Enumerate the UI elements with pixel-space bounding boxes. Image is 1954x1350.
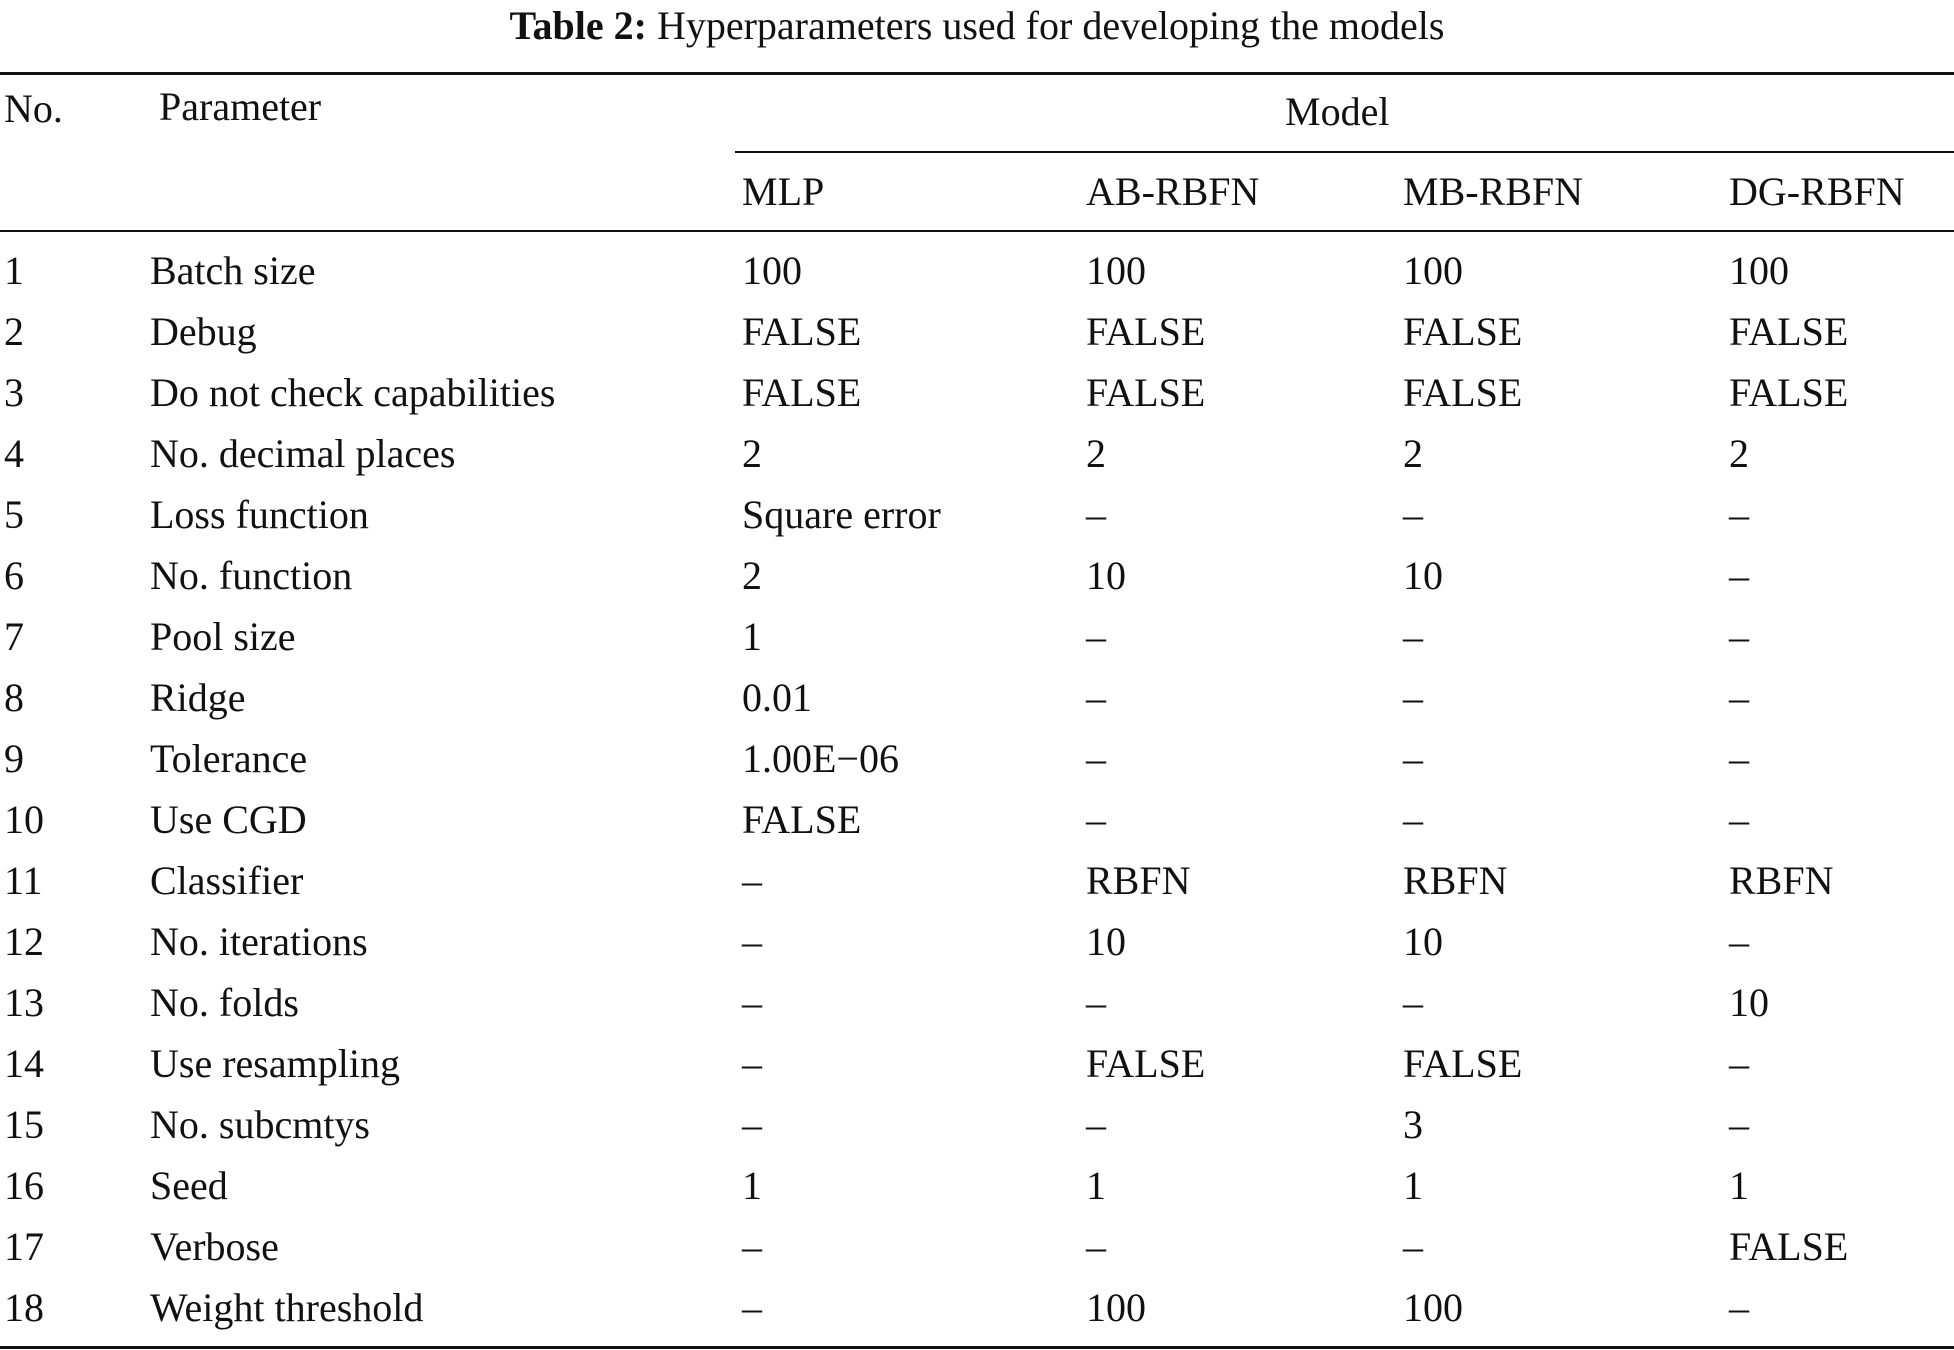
table-row bbox=[0, 1216, 1954, 1277]
cell-no: 9 bbox=[4, 736, 24, 781]
cell-mlp: – bbox=[742, 1285, 762, 1330]
cell-parameter: Use CGD bbox=[150, 797, 307, 842]
cell-mb-rbfn: – bbox=[1403, 797, 1423, 842]
table-row bbox=[0, 484, 1954, 545]
cell-mlp: 0.01 bbox=[742, 675, 812, 720]
cell-mb-rbfn: – bbox=[1403, 614, 1423, 659]
cell-ab-rbfn: – bbox=[1086, 736, 1106, 781]
cell-mlp: FALSE bbox=[742, 797, 862, 842]
cell-ab-rbfn: – bbox=[1086, 614, 1106, 659]
cell-ab-rbfn: 10 bbox=[1086, 553, 1126, 598]
cell-mb-rbfn: 1 bbox=[1403, 1163, 1423, 1208]
table-bottom-rule bbox=[0, 1346, 1954, 1349]
cell-mb-rbfn: 100 bbox=[1403, 248, 1463, 293]
cell-no: 14 bbox=[4, 1041, 44, 1086]
cell-parameter: Seed bbox=[150, 1163, 228, 1208]
cell-dg-rbfn: – bbox=[1729, 1041, 1749, 1086]
cell-ab-rbfn: RBFN bbox=[1086, 858, 1191, 903]
cell-mb-rbfn: FALSE bbox=[1403, 370, 1523, 415]
table-row bbox=[0, 545, 1954, 606]
cell-mb-rbfn: FALSE bbox=[1403, 309, 1523, 354]
cell-mb-rbfn: – bbox=[1403, 675, 1423, 720]
cell-mlp: 2 bbox=[742, 553, 762, 598]
cell-dg-rbfn: – bbox=[1729, 1102, 1749, 1147]
cell-mlp: – bbox=[742, 1224, 762, 1269]
table-row bbox=[0, 850, 1954, 911]
cell-mlp: – bbox=[742, 919, 762, 964]
cell-no: 3 bbox=[4, 370, 24, 415]
cell-mb-rbfn: 2 bbox=[1403, 431, 1423, 476]
cell-no: 13 bbox=[4, 980, 44, 1025]
cell-ab-rbfn: – bbox=[1086, 492, 1106, 537]
cell-dg-rbfn: FALSE bbox=[1729, 1224, 1849, 1269]
table-row bbox=[0, 911, 1954, 972]
cell-no: 2 bbox=[4, 309, 24, 354]
cell-no: 12 bbox=[4, 919, 44, 964]
table-caption-text: Hyperparameters used for developing the models bbox=[656, 3, 1445, 48]
header-model-group: Model bbox=[1285, 89, 1390, 134]
table-caption-label: Table 2: bbox=[509, 3, 647, 48]
cell-parameter: Classifier bbox=[150, 858, 304, 903]
header-model-dg-rbfn: DG-RBFN bbox=[1729, 169, 1905, 214]
cell-ab-rbfn: 10 bbox=[1086, 919, 1126, 964]
header-parameter: Parameter bbox=[159, 84, 322, 129]
table-row bbox=[0, 423, 1954, 484]
header-model-ab-rbfn: AB-RBFN bbox=[1086, 169, 1260, 214]
cell-parameter: Ridge bbox=[150, 675, 246, 720]
table-row bbox=[0, 1155, 1954, 1216]
cell-parameter: Tolerance bbox=[150, 736, 308, 781]
cell-dg-rbfn: RBFN bbox=[1729, 858, 1834, 903]
cell-mlp: 2 bbox=[742, 431, 762, 476]
cell-dg-rbfn: – bbox=[1729, 797, 1749, 842]
cell-parameter: Do not check capabilities bbox=[150, 370, 556, 415]
cell-dg-rbfn: – bbox=[1729, 736, 1749, 781]
cell-no: 7 bbox=[4, 614, 24, 659]
cell-dg-rbfn: 2 bbox=[1729, 431, 1749, 476]
cell-no: 17 bbox=[4, 1224, 44, 1269]
cell-ab-rbfn: 2 bbox=[1086, 431, 1106, 476]
cell-ab-rbfn: FALSE bbox=[1086, 1041, 1206, 1086]
table-row bbox=[0, 362, 1954, 423]
table-row bbox=[0, 972, 1954, 1033]
cell-mb-rbfn: 10 bbox=[1403, 553, 1443, 598]
cell-mb-rbfn: 100 bbox=[1403, 1285, 1463, 1330]
cell-dg-rbfn: – bbox=[1729, 614, 1749, 659]
cell-parameter: No. function bbox=[150, 553, 353, 598]
cell-no: 18 bbox=[4, 1285, 44, 1330]
cell-ab-rbfn: 1 bbox=[1086, 1163, 1106, 1208]
cell-dg-rbfn: FALSE bbox=[1729, 370, 1849, 415]
table-row bbox=[0, 667, 1954, 728]
cell-no: 16 bbox=[4, 1163, 44, 1208]
cell-mb-rbfn: – bbox=[1403, 736, 1423, 781]
cell-no: 11 bbox=[4, 858, 43, 903]
cell-mb-rbfn: – bbox=[1403, 1224, 1423, 1269]
cell-ab-rbfn: – bbox=[1086, 1224, 1106, 1269]
cell-dg-rbfn: FALSE bbox=[1729, 309, 1849, 354]
cell-parameter: Batch size bbox=[150, 248, 316, 293]
cell-mb-rbfn: 3 bbox=[1403, 1102, 1423, 1147]
cell-parameter: No. subcmtys bbox=[150, 1102, 370, 1147]
cell-parameter: Loss function bbox=[150, 492, 369, 537]
cell-no: 5 bbox=[4, 492, 24, 537]
cell-parameter: No. folds bbox=[150, 980, 299, 1025]
cell-ab-rbfn: 100 bbox=[1086, 248, 1146, 293]
cell-dg-rbfn: – bbox=[1729, 919, 1749, 964]
cell-parameter: No. iterations bbox=[150, 919, 368, 964]
cell-mlp: Square error bbox=[742, 492, 941, 537]
cell-mlp: 100 bbox=[742, 248, 802, 293]
cell-dg-rbfn: 100 bbox=[1729, 248, 1789, 293]
cell-ab-rbfn: FALSE bbox=[1086, 370, 1206, 415]
table-caption bbox=[0, 0, 1954, 52]
table-row bbox=[0, 1277, 1954, 1338]
cell-mlp: FALSE bbox=[742, 370, 862, 415]
cell-mb-rbfn: FALSE bbox=[1403, 1041, 1523, 1086]
table-row bbox=[0, 728, 1954, 789]
header-model-mlp: MLP bbox=[742, 169, 825, 214]
model-group-rule bbox=[735, 151, 1954, 153]
cell-parameter: Debug bbox=[150, 309, 257, 354]
cell-mb-rbfn: – bbox=[1403, 980, 1423, 1025]
cell-parameter: Verbose bbox=[150, 1224, 279, 1269]
cell-no: 10 bbox=[4, 797, 44, 842]
cell-parameter: Weight threshold bbox=[150, 1285, 424, 1330]
cell-parameter: Use resampling bbox=[150, 1041, 400, 1086]
cell-ab-rbfn: – bbox=[1086, 1102, 1106, 1147]
cell-mlp: – bbox=[742, 1102, 762, 1147]
cell-parameter: Pool size bbox=[150, 614, 296, 659]
cell-mlp: 1.00E−06 bbox=[742, 736, 899, 781]
table-row bbox=[0, 301, 1954, 362]
cell-mlp: – bbox=[742, 858, 762, 903]
cell-ab-rbfn: – bbox=[1086, 980, 1106, 1025]
cell-dg-rbfn: – bbox=[1729, 492, 1749, 537]
cell-mlp: – bbox=[742, 980, 762, 1025]
cell-ab-rbfn: FALSE bbox=[1086, 309, 1206, 354]
table-row bbox=[0, 1094, 1954, 1155]
cell-ab-rbfn: – bbox=[1086, 675, 1106, 720]
header-bottom-rule bbox=[0, 230, 1954, 232]
header-model-mb-rbfn: MB-RBFN bbox=[1403, 169, 1584, 214]
cell-no: 4 bbox=[4, 431, 24, 476]
cell-no: 6 bbox=[4, 553, 24, 598]
cell-dg-rbfn: – bbox=[1729, 553, 1749, 598]
table-row bbox=[0, 240, 1954, 301]
header-no: No. bbox=[4, 86, 63, 131]
cell-dg-rbfn: – bbox=[1729, 675, 1749, 720]
cell-ab-rbfn: 100 bbox=[1086, 1285, 1146, 1330]
cell-no: 8 bbox=[4, 675, 24, 720]
cell-dg-rbfn: 1 bbox=[1729, 1163, 1749, 1208]
cell-mb-rbfn: RBFN bbox=[1403, 858, 1508, 903]
cell-mlp: 1 bbox=[742, 614, 762, 659]
cell-mb-rbfn: 10 bbox=[1403, 919, 1443, 964]
cell-no: 1 bbox=[4, 248, 24, 293]
cell-ab-rbfn: – bbox=[1086, 797, 1106, 842]
table-row bbox=[0, 606, 1954, 667]
cell-mlp: 1 bbox=[742, 1163, 762, 1208]
cell-mlp: – bbox=[742, 1041, 762, 1086]
cell-parameter: No. decimal places bbox=[150, 431, 456, 476]
table-row bbox=[0, 1033, 1954, 1094]
cell-mb-rbfn: – bbox=[1403, 492, 1423, 537]
cell-dg-rbfn: – bbox=[1729, 1285, 1749, 1330]
table-row bbox=[0, 789, 1954, 850]
cell-no: 15 bbox=[4, 1102, 44, 1147]
cell-mlp: FALSE bbox=[742, 309, 862, 354]
cell-dg-rbfn: 10 bbox=[1729, 980, 1769, 1025]
